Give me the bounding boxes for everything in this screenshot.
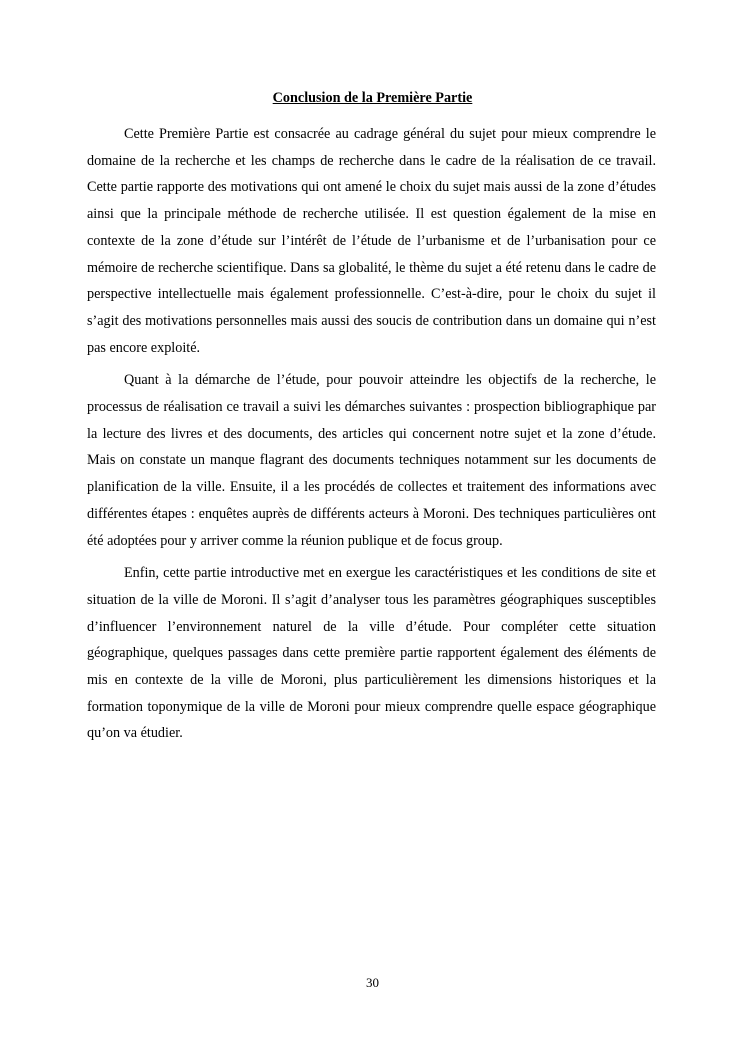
paragraph-2: Quant à la démarche de l’étude, pour pouvoir atteindre les objectifs de la recherche, le processus de réalisation ce travail a suivi les démarches suivantes : prospection bibliographique par la lecture des livres et des documents, des articles qui concernent notre sujet et la zone d’étude. Mais on constate un manque flagrant des documents techniques notamment sur les documents de planification de la ville. Ensuite, il a les procédés de collectes et traitement des informations avec différentes étapes : enquêtes auprès de différents acteurs à Moroni. Des techniques particulières ont été adoptées pour y arriver comme la réunion publique et de focus group. xyxy=(87,372,656,549)
page-number: 30 xyxy=(366,975,379,990)
paragraph-3: Enfin, cette partie introductive met en exergue les caractéristiques et les conditions de site et situation de la ville de Moroni. Il s’agit d’analyser tous les paramètres géographiques susceptibles d’influencer l’environnement naturel de la ville d’étude. Pour compléter cette situation géographique, quelques passages dans cette première partie rapportent également des éléments de mis en contexte de la ville de Moroni, plus particulièrement les dimensions historiques et la formation toponymique de la ville de Moroni pour mieux comprendre quelle espace géographique qu’on va étudier. xyxy=(87,565,656,742)
body-text xyxy=(87,121,656,753)
paragraph-1: Cette Première Partie est consacrée au cadrage général du sujet pour mieux comprendre le domaine de la recherche et les champs de recherche dans le cadre de la réalisation de ce travail. Cette partie rapporte des motivations qui ont amené le choix du sujet mais aussi de la zone d’études ainsi que la principale méthode de recherche utilisée. Il est question également de la mise en contexte de la zone d’étude sur l’intérêt de l’étude de l’urbanisme et de l’urbanisation pour ce mémoire de recherche scientifique. Dans sa globalité, le thème du sujet a été retenu dans le cadre de perspective intellectuelle mais également professionnelle. C’est-à-dire, pour le choix du sujet il s’agit des motivations personnelles mais aussi des soucis de contribution dans un domaine qui n’est pas encore exploité. xyxy=(87,126,656,356)
section-title: Conclusion de la Première Partie xyxy=(272,90,473,106)
